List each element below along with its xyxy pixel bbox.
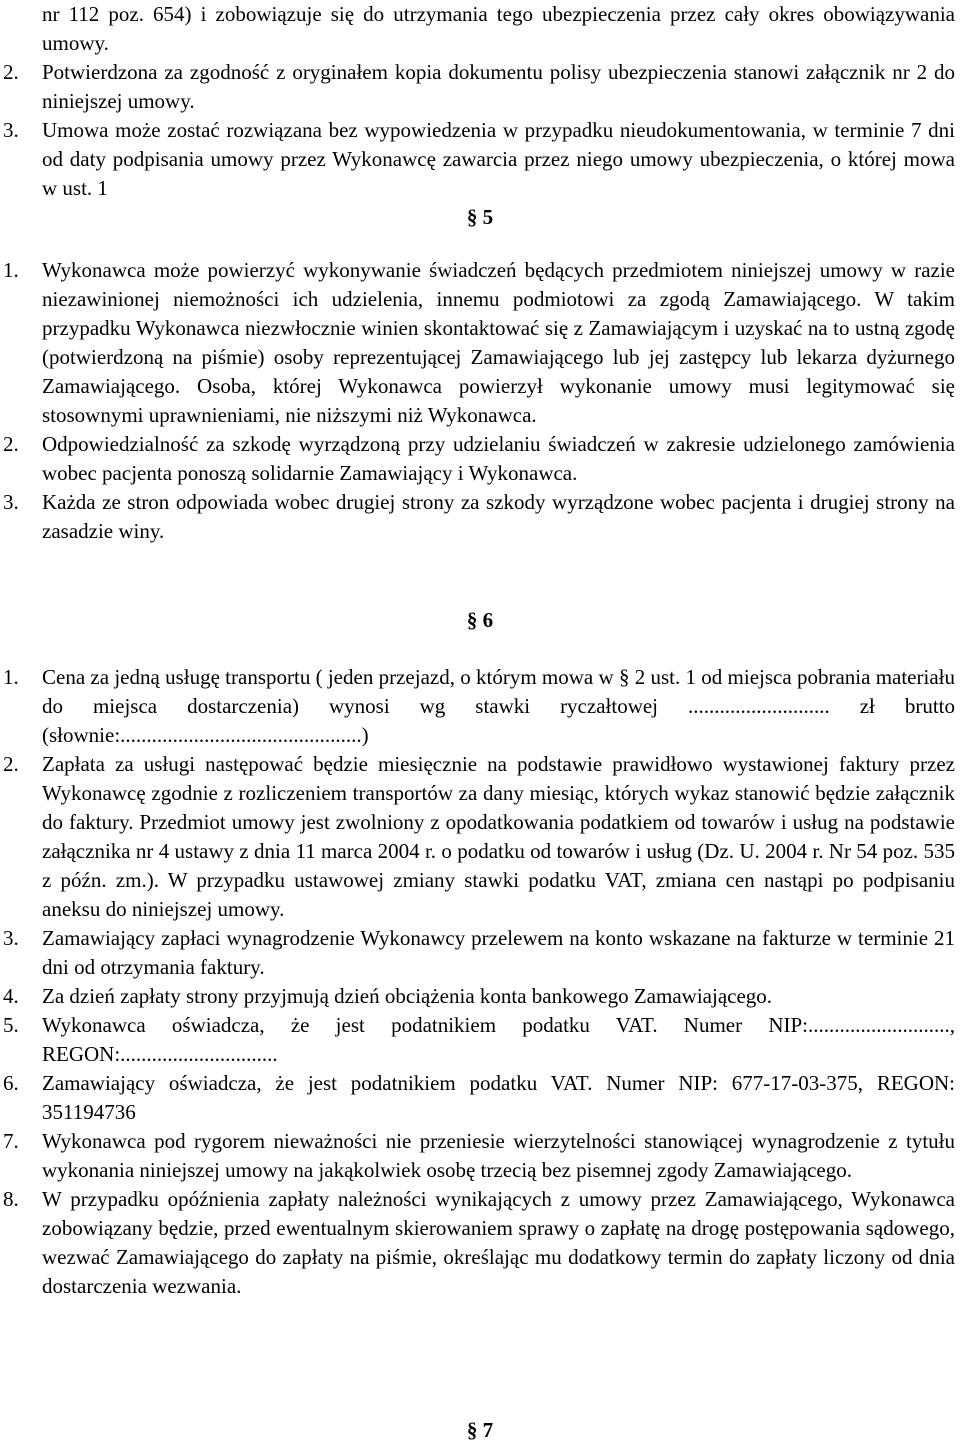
list-item — [0, 256, 955, 430]
list-item — [0, 1185, 955, 1301]
item-number: 2. — [3, 432, 19, 456]
list-item — [0, 488, 955, 546]
item-number: 6. — [3, 1071, 19, 1095]
item-text: Za dzień zapłaty strony przyjmują dzień obciążenia konta bankowego Zamawiającego. — [42, 984, 773, 1008]
list-item — [0, 663, 955, 750]
item-number: 4. — [3, 984, 19, 1008]
item-number: 8. — [3, 1187, 19, 1211]
item-number: 3. — [3, 490, 19, 514]
item-text: Wykonawca pod rygorem nieważności nie przeniesie wierzytelności stanowiącej wynagrodzenie z tytułu wykonania niniejszej umowy na jakąkolwiek osobę trzecią bez pisemnej zgody Zamawiającego. — [42, 1129, 955, 1182]
item-text: W przypadku opóźnienia zapłaty należności wynikających z umowy przez Zamawiającego, Wykonawca zobowiązany będzie, przed ewentualnym skierowaniem sprawy o zapłatę na drogę postępowania sądowego, wezwać Zamawiającego do zapłaty na piśmie, określając mu dodatkowy termin do zapłaty liczony od dnia dostarczenia wezwania. — [42, 1187, 955, 1298]
section5-items — [0, 256, 955, 546]
item-text: Każda ze stron odpowiada wobec drugiej strony za szkody wyrządzone wobec pacjenta i drugiej strony na zasadzie winy. — [42, 490, 955, 543]
item-number: 5. — [3, 1013, 19, 1037]
list-item — [0, 1011, 955, 1069]
item-text: Zamawiający zapłaci wynagrodzenie Wykonawcy przelewem na konto wskazane na fakturze w terminie 21 dni od otrzymania faktury. — [42, 926, 955, 979]
section4-continuation-text: nr 112 poz. 654) i zobowiązuje się do utrzymania tego ubezpieczenia przez cały okres obowiązywania umowy. — [42, 2, 955, 55]
item-number: 1. — [3, 258, 19, 282]
list-item — [0, 750, 955, 924]
item-text: Cena za jedną usługę transportu ( jeden przejazd, o którym mowa w § 2 ust. 1 od miejsca pobrania materiału do miejsca dostarczenia) wynosi wg stawki ryczałtowej ........................... zł brutto (słownie:..............................................) — [42, 665, 955, 747]
item-text: Zamawiający oświadcza, że jest podatnikiem podatku VAT. Numer NIP: 677-17-03-375, REGON: 351194736 — [42, 1071, 955, 1124]
item-text: Zapłata za usługi następować będzie miesięcznie na podstawie prawidłowo wystawionej faktury przez Wykonawcę zgodnie z rozliczeniem transportów za dany miesiąc, których wykaz stanowić będzie załącznik do faktury. Przedmiot umowy jest zwolniony z opodatkowania podatkiem od towarów i usług na podstawie załącznika nr 4 ustawy z dnia 11 marca 2004 r. o podatku od towarów i usług (Dz. U. 2004 r. Nr 54 poz. 535 z późn. zm.). W przypadku ustawowej zmiany stawki podatku VAT, zmiana cen nastąpi po podpisaniu aneksu do niniejszej umowy. — [42, 752, 955, 921]
item-text: Wykonawca oświadcza, że jest podatnikiem podatku VAT. Numer NIP:..........................., REGON:.............................. — [42, 1013, 955, 1066]
item-number: 1. — [3, 665, 19, 689]
item-text: Umowa może zostać rozwiązana bez wypowiedzenia w przypadku nieudokumentowania, w terminie 7 dni od daty podpisania umowy przez Wykonawcę zawarcia przez niego umowy ubezpieczenia, o której mowa w ust. 1 — [42, 118, 955, 200]
item-number: 2. — [3, 752, 19, 776]
section4-continuation-block — [0, 0, 955, 58]
list-item — [0, 116, 955, 203]
section6-heading: § 6 — [466, 608, 494, 632]
list-item — [0, 58, 955, 116]
item-text: Potwierdzona za zgodność z oryginałem kopia dokumentu polisy ubezpieczenia stanowi załącznik nr 2 do niniejszej umowy. — [42, 60, 955, 113]
list-item — [0, 924, 955, 982]
item-number: 3. — [3, 118, 19, 142]
item-number: 2. — [3, 60, 19, 84]
item-number: 3. — [3, 926, 19, 950]
section4-items — [0, 58, 955, 203]
section5-heading: § 5 — [466, 205, 494, 229]
item-number: 7. — [3, 1129, 19, 1153]
list-item — [0, 430, 955, 488]
item-text: Odpowiedzialność za szkodę wyrządzoną przy udzielaniu świadczeń w zakresie udzielonego zamówienia wobec pacjenta ponoszą solidarnie Zamawiający i Wykonawca. — [42, 432, 955, 485]
list-item — [0, 1069, 955, 1127]
item-text: Wykonawca może powierzyć wykonywanie świadczeń będących przedmiotem niniejszej umowy w razie niezawinionej niemożności ich udzielenia, innemu podmiotowi za zgodą Zamawiającego. W takim przypadku Wykonawca niezwłocznie winien skontaktować się z Zamawiającym i uzyskać na to ustną zgodę (potwierdzoną na piśmie) osoby reprezentującej Zamawiającego lub jej zastępcy lub lekarza dyżurnego Zamawiającego. Osoba, której Wykonawca powierzył wykonanie umowy musi legitymować się stosownymi uprawnieniami, nie niższymi niż Wykonawca. — [42, 258, 955, 427]
list-item — [0, 982, 955, 1011]
section6-items — [0, 663, 955, 1301]
section7-heading: § 7 — [466, 1418, 494, 1442]
list-item — [0, 1127, 955, 1185]
